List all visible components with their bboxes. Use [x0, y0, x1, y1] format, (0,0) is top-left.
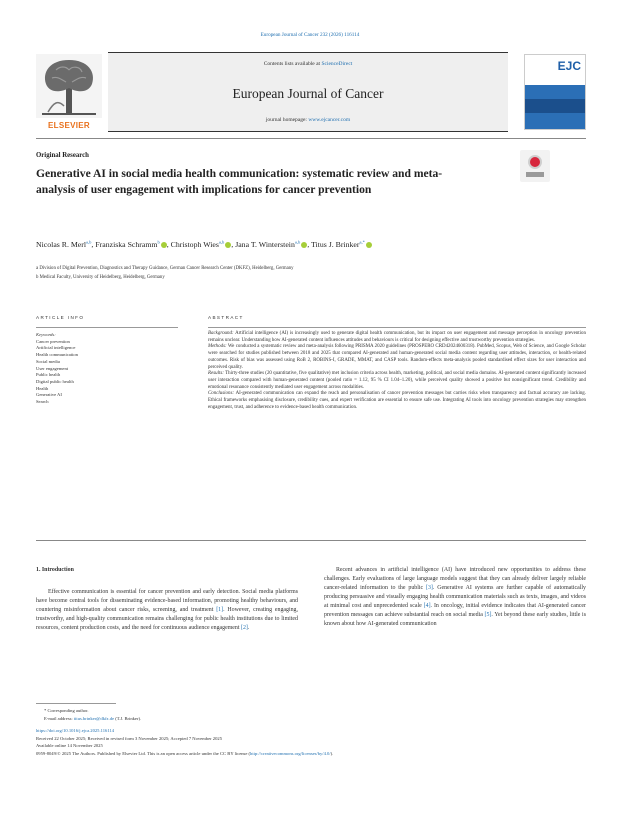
abstract-results: Results: Thirty-three studies (20 quantitative, five qualitative) met inclusion criteria across health, marketing, political, and social media domains. AI-generated content significantly increased user interaction compared with human-generated content (pooled ratio = 1.12, 95 % CI 1.04–1.20), while perceived quality showed a positive but nonsignificant trend. Credibility and emotional resonance consistently mediated user engagement across modalities.	[208, 371, 586, 390]
author-list	[36, 235, 556, 251]
keyword: Generative AI	[36, 392, 62, 398]
doi-link[interactable]: https://doi.org/10.1016/j.ejca.2025.116114	[36, 728, 115, 733]
crossmark-icon	[528, 155, 542, 169]
keywords-title: Keywords:	[36, 332, 56, 337]
divider	[36, 138, 586, 139]
homepage-prefix: journal homepage:	[265, 117, 307, 123]
contents-line	[108, 61, 508, 67]
keyword: Health communication	[36, 352, 78, 358]
body-column-left	[36, 566, 298, 633]
keyword: Health	[36, 385, 49, 391]
keywords-block	[36, 332, 178, 406]
citation-link[interactable]: [2]	[240, 625, 248, 631]
keyword: User engagement	[36, 365, 69, 371]
citation-link[interactable]: [1]	[216, 607, 224, 613]
keyword: Artificial intelligence	[36, 345, 76, 351]
received-dates: Received 22 October 2025; Received in revised form 3 November 2025; Accepted 7 November 2025	[36, 735, 222, 741]
corresponding-author-note: * Corresponding author.	[44, 708, 89, 713]
crossmark-label-bar	[526, 172, 544, 177]
abstract-heading: ABSTRACT	[208, 315, 244, 320]
keyword: Search	[36, 399, 49, 405]
elsevier-tree-icon	[36, 54, 102, 118]
publisher-name: ELSEVIER	[48, 121, 90, 130]
section-heading: 1. Introduction	[36, 567, 74, 573]
available-online: Available online 14 November 2025	[36, 743, 103, 748]
email-link[interactable]: titus.brinker@dkfz.de	[73, 716, 115, 721]
license-note: 0959-8049/© 2025 The Authors. Published by Elsevier Ltd. This is an open access article under the CC BY license (http://creativecommons.org/licenses/by/4.0/).	[36, 750, 334, 756]
email-note: E-mail address: titus.brinker@dkfz.de (T.J. Brinker).	[44, 716, 142, 721]
journal-banner	[108, 52, 508, 132]
sciencedirect-link[interactable]: ScienceDirect	[321, 61, 353, 67]
article-meta	[36, 727, 556, 757]
abstract-methods: Methods: We conducted a systematic review and meta-analysis following PRISMA 2020 guidelines (PROSPERO CRD42024600318). PubMed, Scopus, Web of Science, and Google Scholar were searched for studies published between 2018 and 2025 that compared AI-generated and human-generated social media content regarding user attitudes, interaction, or health-related outcomes. Risk of bias was assessed using RoB 2, ROBINS-I, GRADE, MMAT, and CASP tools. Random-effects meta-analysis pooled standardised effect sizes for user interaction and perceived quality.	[208, 344, 586, 370]
homepage-line	[108, 117, 508, 123]
author-2[interactable]: Franziska Schramm$^b$ ,	[95, 239, 171, 249]
journal-homepage-link[interactable]: www.ejcancer.com	[308, 117, 351, 123]
body-paragraph: Recent advances in artificial intelligence (AI) have introduced new opportunities to address these challenges. Early evaluations of large language models suggest that they can already deliver largely reliable cancer-related information to the public [3]. Generative AI systems are further capable of automatically producing persuasive and visually engaging health communication materials such as texts, images, and videos at minimal cost and unprecedented scale [4]. In oncology, initial evidence indicates that AI-generated cancer prevention messages can achieve substantial reach on social media [5]. Yet beyond these early studies, little is known about how AI-generated communication	[324, 567, 586, 627]
cover-band-dark	[525, 99, 585, 113]
author-4[interactable]: Jana T. Winterstein$^{a,b}$ ,	[235, 239, 311, 249]
abstract-conclusions: Conclusions: AI-generated communication can expand the reach and personalisation of cancer prevention messages but carries risks when transparency and factual accuracy are lacking. Ethical frameworks emphasising disclosure, credibility cues, and expert verification are essential to ensure safe use. Integrating AI tools into oncology prevention strategies may strengthen engagement, trust, and adherence to evidence-based health communication.	[208, 391, 586, 410]
abstract-divider	[208, 327, 586, 328]
journal-cover-thumbnail[interactable]	[524, 54, 586, 130]
citation-link[interactable]: [3]	[426, 585, 433, 591]
divider	[36, 540, 586, 541]
orcid-icon[interactable]	[366, 242, 372, 248]
masthead	[36, 52, 586, 132]
body-paragraph: Effective communication is essential for cancer prevention and early detection. Social media platforms have become central tools for disseminating evidence-based information, promoting healthy behaviours, and countering misinformation about cancer risks, screening, and treatment [1]. However, creating engaging, trustworthy, and high-quality communication remains challenging for public health institutions due to limited resources, content production costs, and the need for continuous audience engagement [2].	[36, 589, 298, 631]
keyword: Public health	[36, 372, 61, 378]
elsevier-logo	[36, 54, 102, 130]
author-3[interactable]: Christoph Wies$^{a,b}$ ,	[170, 239, 236, 249]
article-info-heading: ARTICLE INFO	[36, 315, 85, 320]
author-5[interactable]: Titus J. Brinker$^{a,*}$	[311, 240, 372, 249]
affiliation-a: a Division of Digital Prevention, Diagnostics and Therapy Guidance, German Cancer Research Center (DKFZ), Heidelberg, Germany	[36, 266, 294, 271]
abstract-background: Background: Artificial intelligence (AI) is increasingly used to generate digital health communication, but its impact on user engagement and message perception in oncology prevention remains unclear. Understanding how AI-generated content influences attitudes and behaviours is critical for designing effective and trustworthy prevention strategies.	[208, 331, 586, 343]
affiliation-b: b Medical Faculty, University of Heidelberg, Heidelberg, Germany	[36, 275, 165, 280]
keyword: Digital public health	[36, 378, 74, 384]
contents-prefix: Contents lists available at	[263, 61, 321, 67]
journal-title: European Journal of Cancer	[232, 86, 384, 101]
abstract-body	[208, 331, 586, 411]
citation-link[interactable]: [4]	[423, 603, 431, 609]
body-column-right	[324, 566, 586, 629]
check-for-updates-badge[interactable]	[520, 150, 550, 182]
cover-label: EJC	[557, 59, 581, 73]
keywords-divider	[36, 327, 178, 328]
author-1[interactable]: Nicolas R. Merl$^{a,b}$,	[36, 239, 96, 249]
keyword: Cancer prevention	[36, 338, 70, 344]
article-type: Original Research	[36, 152, 89, 159]
keyword: Social media	[36, 358, 60, 364]
article-title: Generative AI in social media health communication: systematic review and meta-analysis of user engagement with implications for cancer prevention	[36, 167, 443, 196]
citation-link[interactable]: [5]	[484, 612, 492, 618]
journal-reference[interactable]: European Journal of Cancer 232 (2026) 116114	[260, 32, 360, 38]
footnote-divider	[36, 703, 116, 704]
footnotes	[36, 707, 556, 757]
license-link[interactable]: http://creativecommons.org/licenses/by/4.0/	[250, 750, 331, 756]
